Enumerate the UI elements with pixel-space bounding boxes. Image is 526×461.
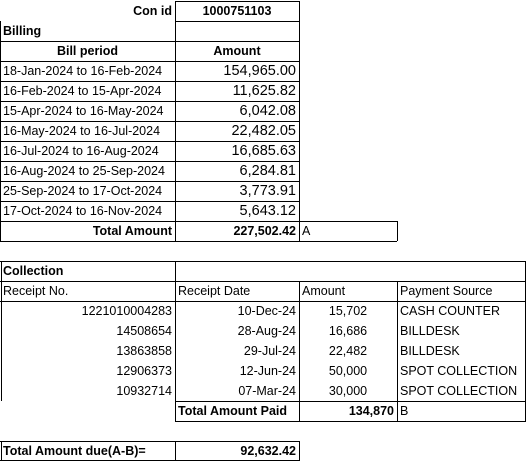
cell-border: [175, 421, 526, 422]
collection-amount-cell: 16,686: [328, 323, 368, 338]
receipt-no-cell: 13863858: [116, 343, 172, 358]
cell-border: [299, 1, 300, 241]
bill-period-header: Bill period: [56, 43, 119, 58]
payment-source-cell: SPOT COLLECTION: [400, 383, 518, 398]
con-id-label: Con id: [133, 3, 172, 18]
bill-amount-cell: 6,042.08: [239, 102, 296, 119]
bill-period-cell: 18-Jan-2024 to 16-Feb-2024: [3, 63, 163, 78]
payment-source-cell: BILLDESK: [400, 323, 460, 338]
payment-source-header: Payment Source: [400, 283, 493, 298]
cell-border: [299, 441, 300, 461]
collection-amount-cell: 30,000: [328, 383, 368, 398]
amount-due-value: 92,632.42: [240, 443, 296, 458]
bill-period-cell: 16-Feb-2024 to 15-Apr-2024: [3, 83, 162, 98]
receipt-no-cell: 1221010004283: [81, 303, 172, 318]
cell-border: [0, 241, 299, 242]
receipt-no-cell: 14508654: [116, 323, 172, 338]
cell-border: [397, 221, 398, 241]
con-id-value: 1000751103: [202, 3, 272, 18]
billing-amount-header: Amount: [213, 43, 261, 58]
bill-period-cell: 16-May-2024 to 16-Jul-2024: [3, 123, 161, 138]
bill-period-cell: 16-Jul-2024 to 16-Aug-2024: [3, 143, 159, 158]
receipt-date-cell: 29-Jul-24: [243, 343, 296, 358]
bill-period-cell: 17-Oct-2024 to 16-Nov-2024: [3, 203, 163, 218]
billing-total-label: Total Amount: [92, 223, 172, 238]
cell-border: [299, 241, 397, 242]
collection-amount-cell: 50,000: [328, 363, 368, 378]
bill-amount-cell: 5,643.12: [239, 202, 296, 219]
bill-amount-cell: 3,773.91: [239, 182, 296, 199]
receipt-date-cell: 10-Dec-24: [237, 303, 296, 318]
bill-amount-cell: 22,482.05: [231, 122, 296, 139]
billing-total-marker: A: [302, 223, 311, 238]
receipt-date-header: Receipt Date: [178, 283, 251, 298]
receipt-date-cell: 07-Mar-24: [238, 383, 296, 398]
collection-amount-cell: 22,482: [328, 343, 368, 358]
bill-period-cell: 15-Apr-2024 to 16-May-2024: [3, 103, 164, 118]
bill-amount-cell: 6,284.81: [239, 162, 296, 179]
collection-amount-cell: 15,702: [328, 303, 368, 318]
collection-total-value: 134,870: [348, 403, 394, 418]
payment-source-cell: SPOT COLLECTION: [400, 363, 518, 378]
receipt-date-cell: 12-Jun-24: [239, 363, 296, 378]
bill-amount-cell: 16,685.63: [231, 142, 296, 159]
receipt-no-cell: 10932714: [116, 383, 172, 398]
bill-amount-cell: 11,625.82: [232, 82, 296, 99]
bill-period-cell: 25-Sep-2024 to 17-Oct-2024: [3, 183, 163, 198]
cell-border: [175, 21, 299, 22]
amount-due-label: Total Amount due(A-B)=: [3, 443, 146, 458]
payment-source-cell: BILLDESK: [400, 343, 460, 358]
receipt-date-cell: 28-Aug-24: [237, 323, 296, 338]
collection-total-label: Total Amount Paid: [178, 403, 288, 418]
billing-total-value: 227,502.42: [233, 223, 296, 238]
payment-source-cell: CASH COUNTER: [400, 303, 501, 318]
collection-amount-header: Amount: [302, 283, 346, 298]
receipt-no-cell: 12906373: [116, 363, 172, 378]
bill-amount-cell: 154,965.00: [223, 62, 296, 79]
receipt-no-header: Receipt No.: [3, 283, 69, 298]
bill-period-cell: 16-Aug-2024 to 25-Sep-2024: [3, 163, 165, 178]
collection-total-marker: B: [400, 403, 409, 418]
billing-section-title: Billing: [3, 23, 42, 38]
collection-section-title: Collection: [3, 263, 64, 278]
